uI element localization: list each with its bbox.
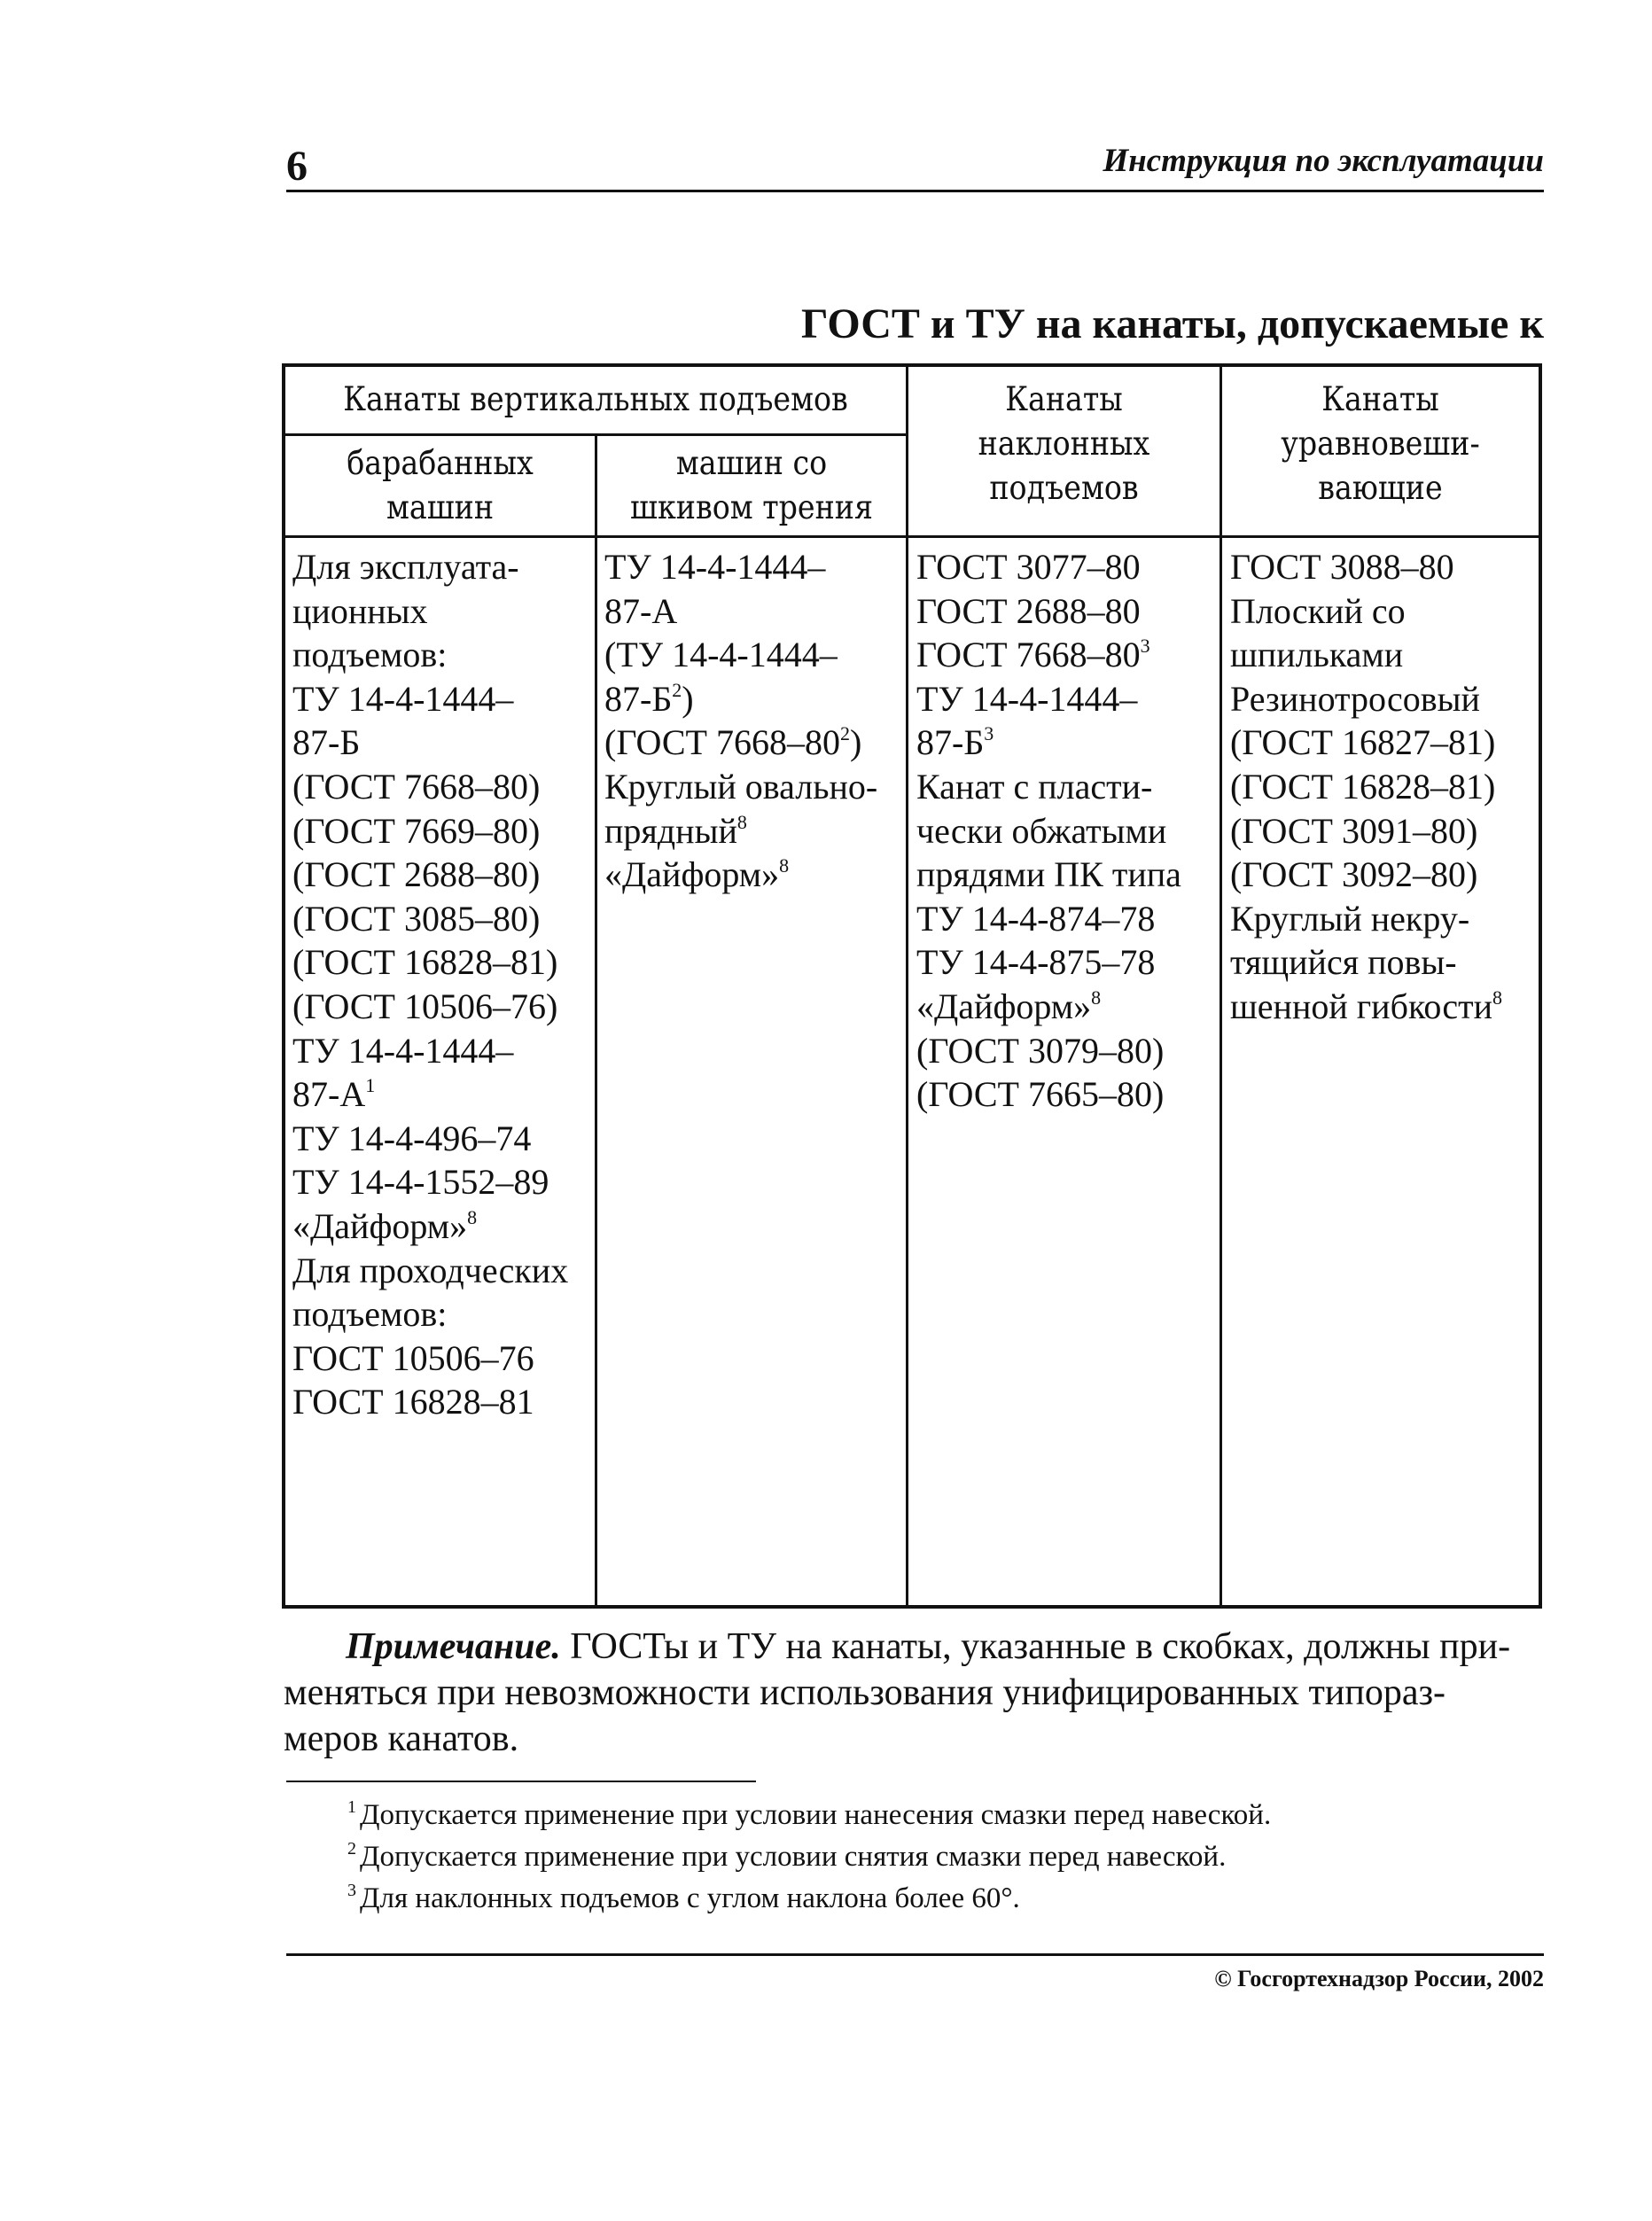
table-divider (285, 535, 1539, 538)
cell-line: чески обжатыми (916, 810, 1167, 851)
cell-line: ГОСТ $7668-80^3$ (916, 635, 1150, 675)
running-title: Инструкция по эксплуатации (1103, 143, 1544, 179)
cell-line: (ГОСТ 3092–80) (1230, 854, 1478, 895)
cell-line: прядями ПК типа (916, 854, 1181, 895)
note-line: меров канатов. (284, 1718, 519, 1759)
table-title: ГОСТ и ТУ на канаты, допускаемые к (800, 300, 1544, 347)
cell-line: Для проходческих (292, 1250, 569, 1290)
header-inclined-hoists: Канаты наклонных подъемов (978, 380, 1150, 507)
cell-line: ТУ 14-4-875–78 (916, 942, 1156, 983)
cell-line: шенной гибкости$^8$ (1230, 986, 1502, 1026)
cell-line: ТУ 14-4-1444– (292, 678, 514, 719)
table-divider (595, 433, 597, 1609)
cell-line: $87-А^1$ (292, 1074, 376, 1115)
footnote: $^3$ Для наклонных подъемов с углом наклона более 60°. (347, 1881, 1020, 1914)
footnote: $^2$ Допускается применение при условии снятия смазки перед навеской. (347, 1839, 1227, 1873)
cell-line: прядный$^8$ (604, 810, 747, 851)
cell-line: 87-Б (292, 722, 361, 763)
cell-line: ТУ 14-4-874–78 (916, 898, 1156, 939)
cell-line: (ГОСТ 3079–80) (916, 1030, 1165, 1071)
cell-line: ТУ 14-4-1552–89 (292, 1162, 549, 1203)
table-note (284, 1624, 1542, 1762)
cell-line: $87-Б^2$) (604, 678, 694, 719)
column-friction-pulley (604, 545, 877, 897)
header-rule (286, 190, 1544, 192)
header-balancing-ropes: Канаты уравновеши- вающие (1281, 380, 1480, 507)
cell-line: ГОСТ 2688–80 (916, 590, 1141, 631)
footer-rule (286, 1953, 1544, 1956)
cell-line: ТУ 14-4-1444– (916, 678, 1138, 719)
cell-line: Плоский со (1230, 590, 1406, 631)
cell-line: (ГОСТ 16828–81) (1230, 766, 1496, 807)
cell-line: Круглый овально- (604, 766, 878, 807)
cell-line: (ГОСТ 3091–80) (1230, 810, 1478, 851)
cell-line: ТУ 14-4-1444– (604, 547, 826, 587)
cell-line: подъемов: (292, 635, 448, 675)
cell-line: (ГОСТ 2688–80) (292, 854, 541, 895)
cell-line: (ТУ 14-4-1444– (604, 635, 838, 675)
cell-line: «Дайформ»$^8$ (916, 986, 1102, 1026)
column-balancing-ropes (1230, 545, 1502, 1029)
copyright: © Госгортехнадзор России, 2002 (1214, 1966, 1544, 1991)
cell-line: (ГОСТ 7665–80) (916, 1074, 1165, 1115)
cell-line: ТУ 14-4-496–74 (292, 1118, 532, 1158)
note-line: ГОСТы и ТУ на канаты, указанные в скобках, должны при- (570, 1626, 1511, 1667)
cell-line: шпильками (1230, 635, 1404, 675)
cell-line: (ГОСТ 16827–81) (1230, 722, 1496, 763)
table-divider (285, 433, 906, 436)
cell-line: ГОСТ 3077–80 (916, 547, 1141, 587)
cell-line: тящийся повы- (1230, 942, 1457, 983)
cell-line: «Дайформ»$^8$ (292, 1205, 478, 1246)
table-divider (1220, 367, 1222, 1609)
note-label: Примечание. (346, 1626, 561, 1667)
cell-line: (ГОСТ $7668-80^2$) (604, 722, 862, 763)
cell-line: ГОСТ 16828–81 (292, 1382, 534, 1422)
page-number: 6 (286, 143, 308, 190)
header-friction-pulley-machines: машин со шкивом трения (630, 444, 873, 526)
cell-line: (ГОСТ 16828–81) (292, 942, 558, 983)
cell-line: (ГОСТ 3085–80) (292, 898, 541, 939)
header-vertical-hoists: Канаты вертикальных подъемов (343, 380, 848, 418)
cell-line: 87-А (604, 590, 678, 631)
cell-line: (ГОСТ 7668–80) (292, 766, 541, 807)
cell-line: ГОСТ 3088–80 (1230, 547, 1454, 587)
cell-line: ГОСТ 10506–76 (292, 1337, 534, 1378)
cell-line: ТУ 14-4-1444– (292, 1030, 514, 1071)
column-drum-machines (292, 545, 568, 1424)
footnote: $^1$ Допускается применение при условии нанесения смазки перед навеской. (347, 1797, 1272, 1831)
cell-line: Резинотросовый (1230, 678, 1480, 719)
footnote-rule (286, 1781, 756, 1782)
cell-line: «Дайформ»$^8$ (604, 854, 790, 895)
cell-line: (ГОСТ 10506–76) (292, 986, 558, 1026)
column-inclined-hoists (916, 545, 1181, 1117)
note-line: меняться при невозможности использования унифицированных типораз- (284, 1672, 1446, 1713)
table-divider (906, 367, 908, 1609)
cell-line: Для эксплуата- (292, 547, 519, 587)
cell-line: подъемов: (292, 1294, 448, 1335)
cell-line: (ГОСТ 7669–80) (292, 810, 541, 851)
cell-line: $87-Б^3$ (916, 722, 994, 763)
header-drum-machines: барабанных машин (347, 444, 534, 526)
cell-line: ционных (292, 590, 428, 631)
cell-line: Круглый некру- (1230, 898, 1470, 939)
cell-line: Канат с пласти- (916, 766, 1153, 807)
